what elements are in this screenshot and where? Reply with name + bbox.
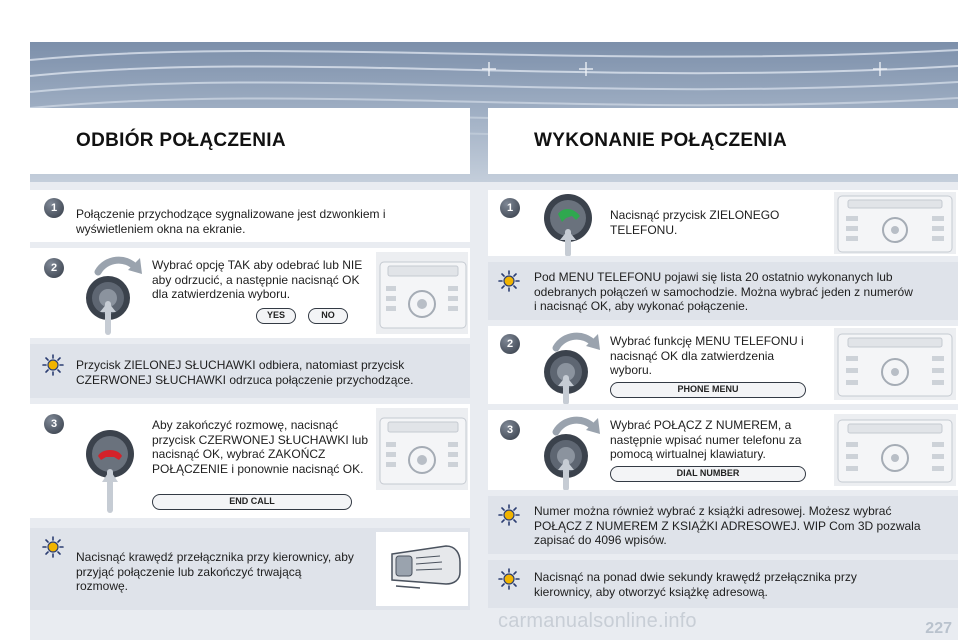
radio-unit-icon xyxy=(376,252,468,334)
radio-unit-icon xyxy=(834,414,956,486)
left-step-3-panel xyxy=(30,404,470,518)
right-section-title: WYKONANIE POŁĄCZENIA xyxy=(534,130,787,151)
yes-option-label: YES xyxy=(256,308,296,324)
number-badge-icon: 2 xyxy=(500,334,520,354)
right-tip-3-text: Nacisnąć na ponad dwie sekundy krawędź przełącznika przy kierownicy, aby otworzyć książkę adresową. xyxy=(534,570,857,599)
right-tip-2-panel xyxy=(488,496,958,554)
sun-tip-icon xyxy=(498,270,520,292)
sun-tip-icon xyxy=(42,354,64,376)
number-badge-icon: 1 xyxy=(500,198,520,218)
radio-unit-icon xyxy=(834,192,956,254)
sun-tip-icon xyxy=(498,568,520,590)
steering-stalk-icon xyxy=(376,532,468,606)
right-step-1-panel xyxy=(488,190,958,256)
dial-number-option-label: DIAL NUMBER xyxy=(610,466,806,482)
right-tip-1-text: Pod MENU TELEFONU pojawi się lista 20 ostatnio wykonanych lub odebranych połączeń w samochodzie. Można wybrać jeden z numerów i nacisnąć OK, aby wykonać połączenie. xyxy=(534,270,913,313)
watermark: carmanualsonline.info xyxy=(498,610,697,632)
right-tip-2-text: Numer można również wybrać z książki adresowej. Możesz wybrać POŁĄCZ Z NUMEREM Z KSIĄŻKI ADRESOWEJ. WIP Com 3D pozwala zapisać do 4096 wpisów. xyxy=(534,504,921,547)
left-section-title: ODBIÓR POŁĄCZENIA xyxy=(76,130,286,151)
radio-unit-icon xyxy=(376,408,468,490)
radio-unit-icon xyxy=(834,328,956,400)
left-step-2-panel xyxy=(30,248,470,338)
number-badge-icon: 3 xyxy=(44,414,64,434)
right-step-3-text: Wybrać POŁĄCZ Z NUMEREM, a następnie wpisać numer telefonu za pomocą wirtualnej klawiatury. xyxy=(610,418,802,461)
right-step-2-panel xyxy=(488,326,958,404)
right-title-box xyxy=(488,108,958,174)
right-step-2-text: Wybrać funkcję MENU TELEFONU i nacisnąć OK dla zatwierdzenia wyboru. xyxy=(610,334,804,377)
no-option-label: NO xyxy=(308,308,348,324)
page-number: 227 xyxy=(925,620,952,637)
left-step-3-text: Aby zakończyć rozmowę, nacisnąć przycisk CZERWONEJ SŁUCHAWKI lub nacisnąć OK, wybrać ZAKOŃCZ POŁĄCZENIE i ponownie nacisnąć OK. xyxy=(152,418,369,476)
rotary-knob-icon xyxy=(538,412,602,490)
end-call-option-label: END CALL xyxy=(152,494,352,510)
left-tip-2-panel xyxy=(30,528,470,610)
left-step-1-panel xyxy=(30,190,470,242)
left-tip-1-text: Przycisk ZIELONEJ SŁUCHAWKI odbiera, natomiast przycisk CZERWONEJ SŁUCHAWKI odrzuca połączenie przychodzące. xyxy=(76,358,414,387)
sun-tip-icon xyxy=(42,536,64,558)
left-step-1-text: Połączenie przychodzące sygnalizowane jest dzwonkiem i wyświetleniem okna na ekranie. xyxy=(76,207,386,236)
rotary-knob-icon xyxy=(538,328,602,404)
right-tip-3-panel xyxy=(488,560,958,608)
left-tip-2-text: Nacisnąć krawędź przełącznika przy kierownicy, aby przyjąć połączenie lub zakończyć trwającą rozmowę. xyxy=(76,550,354,593)
number-badge-icon: 2 xyxy=(44,258,64,278)
green-handset-icon xyxy=(542,192,598,256)
number-badge-icon: 1 xyxy=(44,198,64,218)
left-step-2-text: Wybrać opcję TAK aby odebrać lub NIE aby odrzucić, a następnie nacisnąć OK dla zatwierdzenia wyboru. xyxy=(152,258,363,301)
right-step-1-text: Nacisnąć przycisk ZIELONEGO TELEFONU. xyxy=(610,208,780,237)
left-title-box xyxy=(30,108,470,174)
red-handset-icon xyxy=(86,426,142,516)
phone-menu-option-label: PHONE MENU xyxy=(610,382,806,398)
right-step-3-panel xyxy=(488,410,958,490)
rotary-knob-icon xyxy=(80,252,144,336)
sun-tip-icon xyxy=(498,504,520,526)
left-tip-1-panel xyxy=(30,344,470,398)
right-tip-1-panel xyxy=(488,262,958,320)
number-badge-icon: 3 xyxy=(500,420,520,440)
